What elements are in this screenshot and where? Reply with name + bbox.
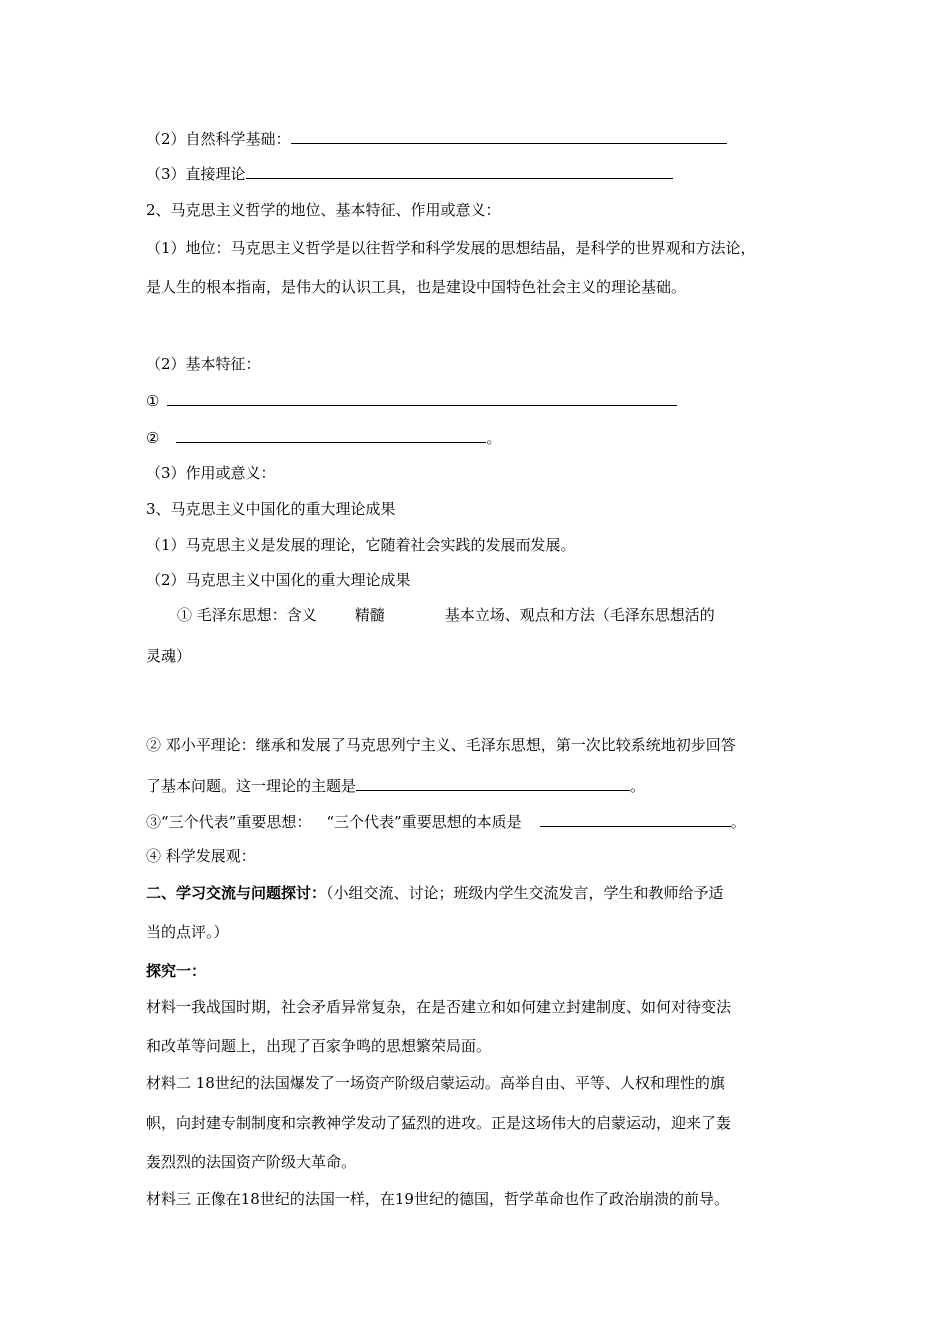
deng-theory-line2 xyxy=(146,775,645,796)
scientific-development-label: ④ 科学发展观： xyxy=(146,847,256,865)
material-one-line1: 材料一我战国时期，社会矛盾异常复杂，在是否建立和如何建立封建制度、如何对待变法 xyxy=(146,998,732,1016)
material-two-line1: 材料二 18世纪的法国爆发了一场资产阶级启蒙运动。高举自由、平等、人权和理性的旗 xyxy=(146,1074,725,1092)
exploration-one-heading: 探究一： xyxy=(146,962,207,980)
section-heading-2: 2、马克思主义哲学的地位、基本特征、作用或意义： xyxy=(146,201,501,219)
material-two-line3: 轰烈烈的法国资产阶级大革命。 xyxy=(146,1153,357,1171)
feature-1-blank[interactable] xyxy=(167,390,677,406)
feature-1-number: ① xyxy=(146,392,160,410)
three-represents-label: ③“三个代表”重要思想： xyxy=(146,813,312,831)
major-achievements-label: （2）马克思主义中国化的重大理论成果 xyxy=(146,571,411,589)
deng-theory-line1: ② 邓小平理论：继承和发展了马克思列宁主义、毛泽东思想，第一次比较系统地初步回答 xyxy=(146,736,736,754)
three-represents-line xyxy=(146,811,746,832)
basic-features-label: （2）基本特征： xyxy=(146,355,261,373)
deng-theory-theme-blank[interactable] xyxy=(356,775,630,791)
exchange-discussion-heading: 二、学习交流与问题探讨： xyxy=(146,884,327,902)
mao-thought-stance: 基本立场、观点和方法（毛泽东思想活的 xyxy=(444,606,715,624)
three-represents-essence-label: “三个代表”重要思想的本质是 xyxy=(326,813,522,831)
status-paragraph-line1: （1）地位：马克思主义哲学是以往哲学和科学发展的思想结晶，是科学的世界观和方法论， xyxy=(146,239,756,257)
direct-theory-blank[interactable] xyxy=(246,163,673,179)
status-paragraph-line2: 是人生的根本指南，是伟大的认识工具，也是建设中国特色社会主义的理论基础。 xyxy=(146,278,687,296)
line-natural-science xyxy=(146,128,727,149)
mao-thought-meaning: ① 毛泽东思想：含义 xyxy=(177,606,317,624)
exchange-discussion-line2: 当的点评。） xyxy=(146,923,229,941)
line-direct-theory xyxy=(146,163,673,184)
three-represents-period: 。 xyxy=(730,813,746,831)
mao-thought-essence: 精髓 xyxy=(354,606,385,624)
exchange-discussion-instructions: （小组交流、讨论；班级内学生交流发言，学生和教师给予适 xyxy=(326,884,724,902)
feature-2-blank[interactable] xyxy=(176,427,486,443)
feature-2-period: 。 xyxy=(486,429,502,447)
feature-2-line xyxy=(146,427,501,448)
material-one-line2: 和改革等问题上，出现了百家争鸣的思想繁荣局面。 xyxy=(146,1037,492,1055)
natural-science-label: （2）自然科学基础： xyxy=(146,130,291,148)
natural-science-blank[interactable] xyxy=(291,128,727,144)
material-two-line2: 帜，向封建专制制度和宗教神学发动了猛烈的进攻。正是这场伟大的启蒙运动，迎来了轰 xyxy=(146,1114,732,1132)
feature-1-line xyxy=(146,390,677,411)
three-represents-blank[interactable] xyxy=(540,811,731,827)
feature-2-number: ② xyxy=(146,429,160,447)
development-theory-line: （1）马克思主义是发展的理论，它随着社会实践的发展而发展。 xyxy=(146,536,576,554)
deng-theory-period: 。 xyxy=(630,777,646,795)
deng-theory-theme-label: 了基本问题。这一理论的主题是 xyxy=(146,777,357,795)
direct-theory-label: （3）直接理论 xyxy=(146,165,246,183)
material-three-line1: 材料三 正像在18世纪的法国一样，在19世纪的德国，哲学革命也作了政治崩溃的前导。 xyxy=(146,1190,729,1208)
exchange-discussion-line1 xyxy=(146,883,724,903)
role-significance-label: （3）作用或意义： xyxy=(146,464,276,482)
mao-thought-line xyxy=(177,605,715,625)
section-heading-3: 3、马克思主义中国化的重大理论成果 xyxy=(146,500,396,518)
mao-thought-soul: 灵魂） xyxy=(146,647,192,665)
